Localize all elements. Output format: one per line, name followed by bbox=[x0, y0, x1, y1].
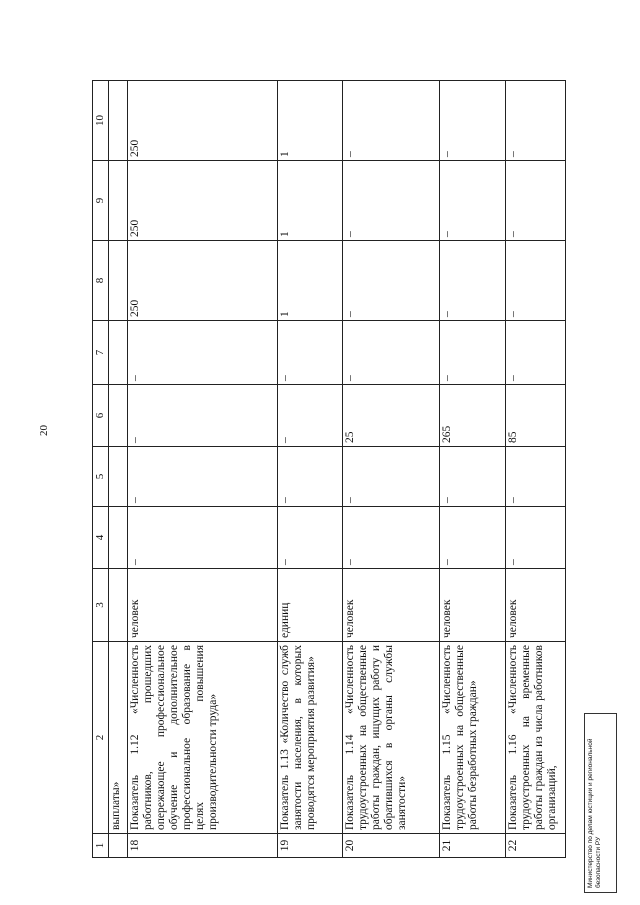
rotated-table-area bbox=[92, 81, 616, 858]
indicator-table bbox=[92, 80, 566, 858]
value-cell: – bbox=[278, 321, 343, 385]
value-cell: 250 bbox=[128, 241, 278, 321]
value-cell: – bbox=[128, 447, 278, 507]
value-cell: 265 bbox=[440, 385, 506, 447]
header-row bbox=[93, 81, 109, 858]
value-cell: – bbox=[506, 321, 566, 385]
value-cell: – bbox=[343, 161, 440, 241]
value-cell: – bbox=[343, 507, 440, 569]
unit-cell: единиц bbox=[278, 569, 343, 642]
table-row bbox=[506, 81, 566, 858]
value-cell: 1 bbox=[278, 161, 343, 241]
value-cell: – bbox=[278, 385, 343, 447]
value-cell: – bbox=[506, 161, 566, 241]
value-cell: 250 bbox=[128, 161, 278, 241]
continuation-text: выплаты» bbox=[109, 642, 128, 834]
value-cell: – bbox=[278, 447, 343, 507]
value-cell: – bbox=[440, 321, 506, 385]
value-cell: – bbox=[506, 241, 566, 321]
page-number: 20 bbox=[38, 425, 50, 436]
continuation-row bbox=[109, 81, 128, 858]
value-cell: – bbox=[440, 81, 506, 161]
value-cell: – bbox=[343, 81, 440, 161]
value-cell: – bbox=[440, 241, 506, 321]
value-cell: – bbox=[343, 447, 440, 507]
value-cell: – bbox=[278, 507, 343, 569]
value-cell: – bbox=[506, 447, 566, 507]
unit-cell: человек bbox=[343, 569, 440, 642]
indicator-text: Показатель 1.15 «Численность трудоустроенных на общественные работы безработных граждан» bbox=[440, 642, 506, 834]
value-cell: 1 bbox=[278, 241, 343, 321]
row-number: 22 bbox=[506, 834, 566, 858]
value-cell: – bbox=[506, 81, 566, 161]
col-header: 10 bbox=[93, 81, 109, 161]
col-header: 7 bbox=[93, 321, 109, 385]
table-row bbox=[440, 81, 506, 858]
col-header: 8 bbox=[93, 241, 109, 321]
value-cell: 85 bbox=[506, 385, 566, 447]
table-row bbox=[128, 81, 278, 858]
unit-cell: человек bbox=[440, 569, 506, 642]
value-cell: – bbox=[440, 507, 506, 569]
value-cell: – bbox=[128, 321, 278, 385]
table-row bbox=[343, 81, 440, 858]
col-header: 2 bbox=[93, 642, 109, 834]
unit-cell: человек bbox=[128, 569, 278, 642]
col-header: 5 bbox=[93, 447, 109, 507]
row-number: 19 bbox=[278, 834, 343, 858]
table-row bbox=[278, 81, 343, 858]
value-cell: 25 bbox=[343, 385, 440, 447]
indicator-text: Показатель 1.14 «Численность трудоустроенных на общественные работы граждан, ищущих работу и обратившихся в органы службы занятости» bbox=[343, 642, 440, 834]
col-header: 3 bbox=[93, 569, 109, 642]
row-number: 18 bbox=[128, 834, 278, 858]
row-number: 20 bbox=[343, 834, 440, 858]
value-cell: 250 bbox=[128, 81, 278, 161]
col-header: 6 bbox=[93, 385, 109, 447]
value-cell: – bbox=[343, 241, 440, 321]
indicator-text: Показатель 1.12 «Численность работников, прошедших опережающее профессиональное обучение и дополнительное профессиональное образование в целях повышения производительности труда» bbox=[128, 642, 278, 834]
value-cell: 1 bbox=[278, 81, 343, 161]
ministry-stamp: Министерство по делам юстиции и региональной безопасности РУ bbox=[584, 713, 617, 893]
value-cell: – bbox=[343, 321, 440, 385]
value-cell: – bbox=[128, 385, 278, 447]
indicator-text: Показатель 1.16 «Численность трудоустроенных на временные работы граждан из числа работников организаций, bbox=[506, 642, 566, 834]
col-header: 1 bbox=[93, 834, 109, 858]
value-cell: – bbox=[440, 161, 506, 241]
col-header: 9 bbox=[93, 161, 109, 241]
indicator-text: Показатель 1.13 «Количество служб занятости населения, в которых проводятся мероприятия развития» bbox=[278, 642, 343, 834]
col-header: 4 bbox=[93, 507, 109, 569]
unit-cell: человек bbox=[506, 569, 566, 642]
row-number: 21 bbox=[440, 834, 506, 858]
value-cell: – bbox=[506, 507, 566, 569]
value-cell: – bbox=[440, 447, 506, 507]
value-cell: – bbox=[128, 507, 278, 569]
